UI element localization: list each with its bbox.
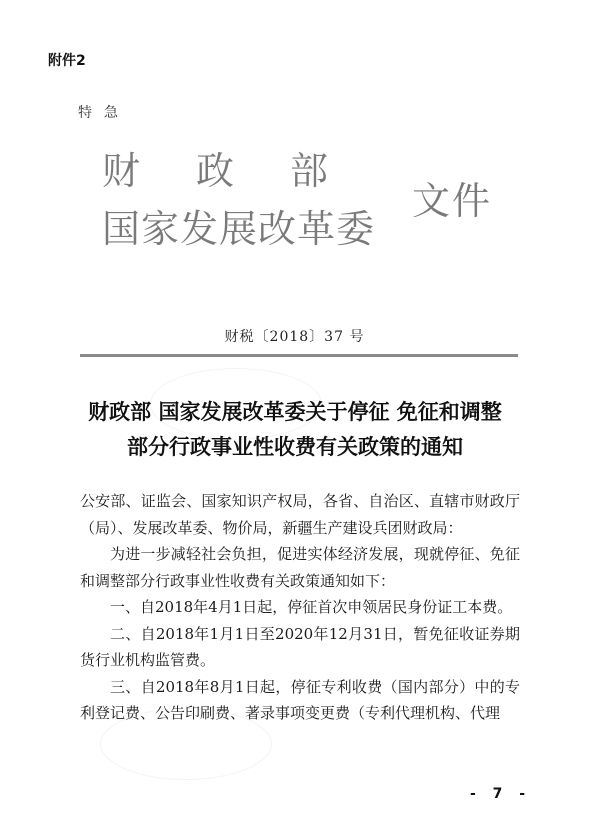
urgency-label: 特急 bbox=[78, 105, 130, 121]
page-number: - 7 - bbox=[470, 786, 532, 802]
document-title bbox=[60, 394, 530, 464]
item-1: 一、自2018年4月1日起，停征首次申领居民身份证工本费。 bbox=[110, 598, 513, 616]
attachment-label: 附件2 bbox=[48, 53, 86, 69]
document-number: 财税〔2018〕37 号 bbox=[224, 329, 365, 345]
file-word: 文件 bbox=[412, 179, 493, 223]
title-line-2: 部分行政事业性收费有关政策的通知 bbox=[127, 434, 463, 459]
document-body bbox=[80, 488, 520, 727]
item-3: 三、自2018年8月1日起，停征专利收费（国内部分）中的专利登记费、公告印刷费、著录事项变更费（专利代理机构、代理 bbox=[80, 677, 520, 722]
issuer-ministry-of-finance: 财政部 bbox=[102, 149, 385, 193]
title-line-1: 财政部 国家发展改革委关于停征 免征和调整 bbox=[88, 399, 502, 424]
header-divider bbox=[80, 354, 518, 357]
addressees: 公安部、证监会、国家知识产权局，各省、自治区、直辖市财政厅（局）、发展改革委、物价局，新疆生产建设兵团财政局： bbox=[80, 492, 520, 537]
item-2: 二、自2018年1月1日至2020年12月31日，暂免征收证券期货行业机构监管费。 bbox=[80, 624, 520, 669]
issuer-ndrc: 国家发展改革委 bbox=[102, 207, 376, 251]
intro-paragraph: 为进一步减轻社会负担，促进实体经济发展，现就停征、免征和调整部分行政事业性收费有关政策通知如下： bbox=[80, 545, 520, 590]
